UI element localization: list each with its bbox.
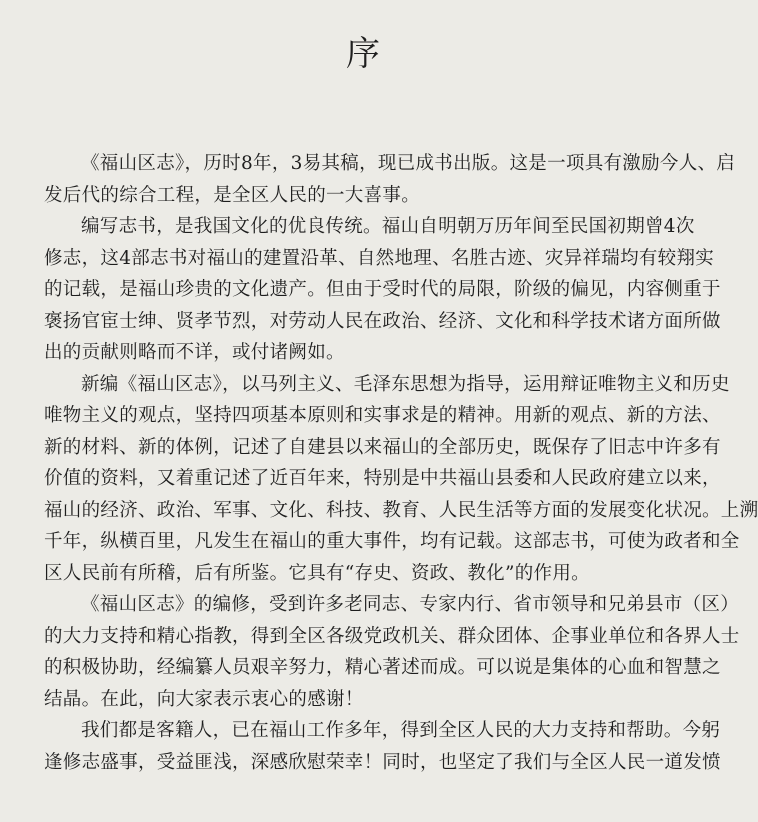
text-line: 《福山区志》的编修，受到许多老同志、专家内行、省市领导和兄弟县市（区） — [81, 594, 740, 615]
text-line: 逢修志盛事，受益匪浅，深感欣慰荣幸！同时，也坚定了我们与全区人民一道发愤 — [44, 751, 721, 773]
preface-body — [44, 148, 758, 778]
text-line: 新的材料、新的体例，记述了自建县以来福山的全部历史，既保存了旧志中许多有 — [44, 436, 721, 458]
text-line: 价值的资料，又着重记述了近百年来，特别是中共福山县委和人民政府建立以来， — [44, 468, 721, 489]
text-line: 区人民前有所稽，后有所鉴。它具有“存史、资政、教化”的作用。 — [44, 562, 590, 584]
text-line: 褒扬官宦士绅、贤孝节烈，对劳动人民在政治、经济、文化和科学技术诸方面所做 — [44, 310, 721, 332]
text-line: 新编《福山区志》，以马列主义、毛泽东思想为指导，运用辩证唯物主义和历史 — [81, 373, 730, 395]
text-line: 福山的经济、政治、军事、文化、科技、教育、人民生活等方面的发展变化状况。上溯 — [44, 499, 758, 521]
text-line: 唯物主义的观点，坚持四项基本原则和实事求是的精神。用新的观点、新的方法、 — [44, 405, 721, 426]
text-line: 的记载，是福山珍贵的文化遗产。但由于受时代的局限，阶级的偏见，内容侧重于 — [44, 279, 721, 300]
text-line: 我们都是客籍人，已在福山工作多年，得到全区人民的大力支持和帮助。今躬 — [81, 720, 721, 741]
text-line: 的大力支持和精心指教，得到全区各级党政机关、群众团体、企事业单位和各界人士 — [44, 625, 740, 647]
text-line: 发后代的综合工程，是全区人民的一大喜事。 — [44, 184, 421, 206]
text-line: 《福山区志》，历时8年，3易其稿，现已成书出版。这是一项具有激励今人、启 — [81, 153, 736, 174]
text-line: 出的贡献则略而不详，或付诸阙如。 — [44, 342, 345, 363]
text-line: 的积极协助，经编纂人员艰辛努力，精心著述而成。可以说是集体的心血和智慧之 — [44, 657, 721, 678]
text-line: 千年，纵横百里，凡发生在福山的重大事件，均有记载。这部志书，可使为政者和全 — [44, 531, 740, 552]
text-line: 编写志书，是我国文化的优良传统。福山自明朝万历年间至民国初期曾4次 — [81, 216, 695, 237]
text-line: 结晶。在此，向大家表示衷心的感谢！ — [44, 688, 364, 710]
text-line: 修志，这4部志书对福山的建置沿革、自然地理、名胜古迹、灾异祥瑞均有较翔实 — [44, 247, 715, 269]
page-title: 序 — [346, 34, 380, 74]
